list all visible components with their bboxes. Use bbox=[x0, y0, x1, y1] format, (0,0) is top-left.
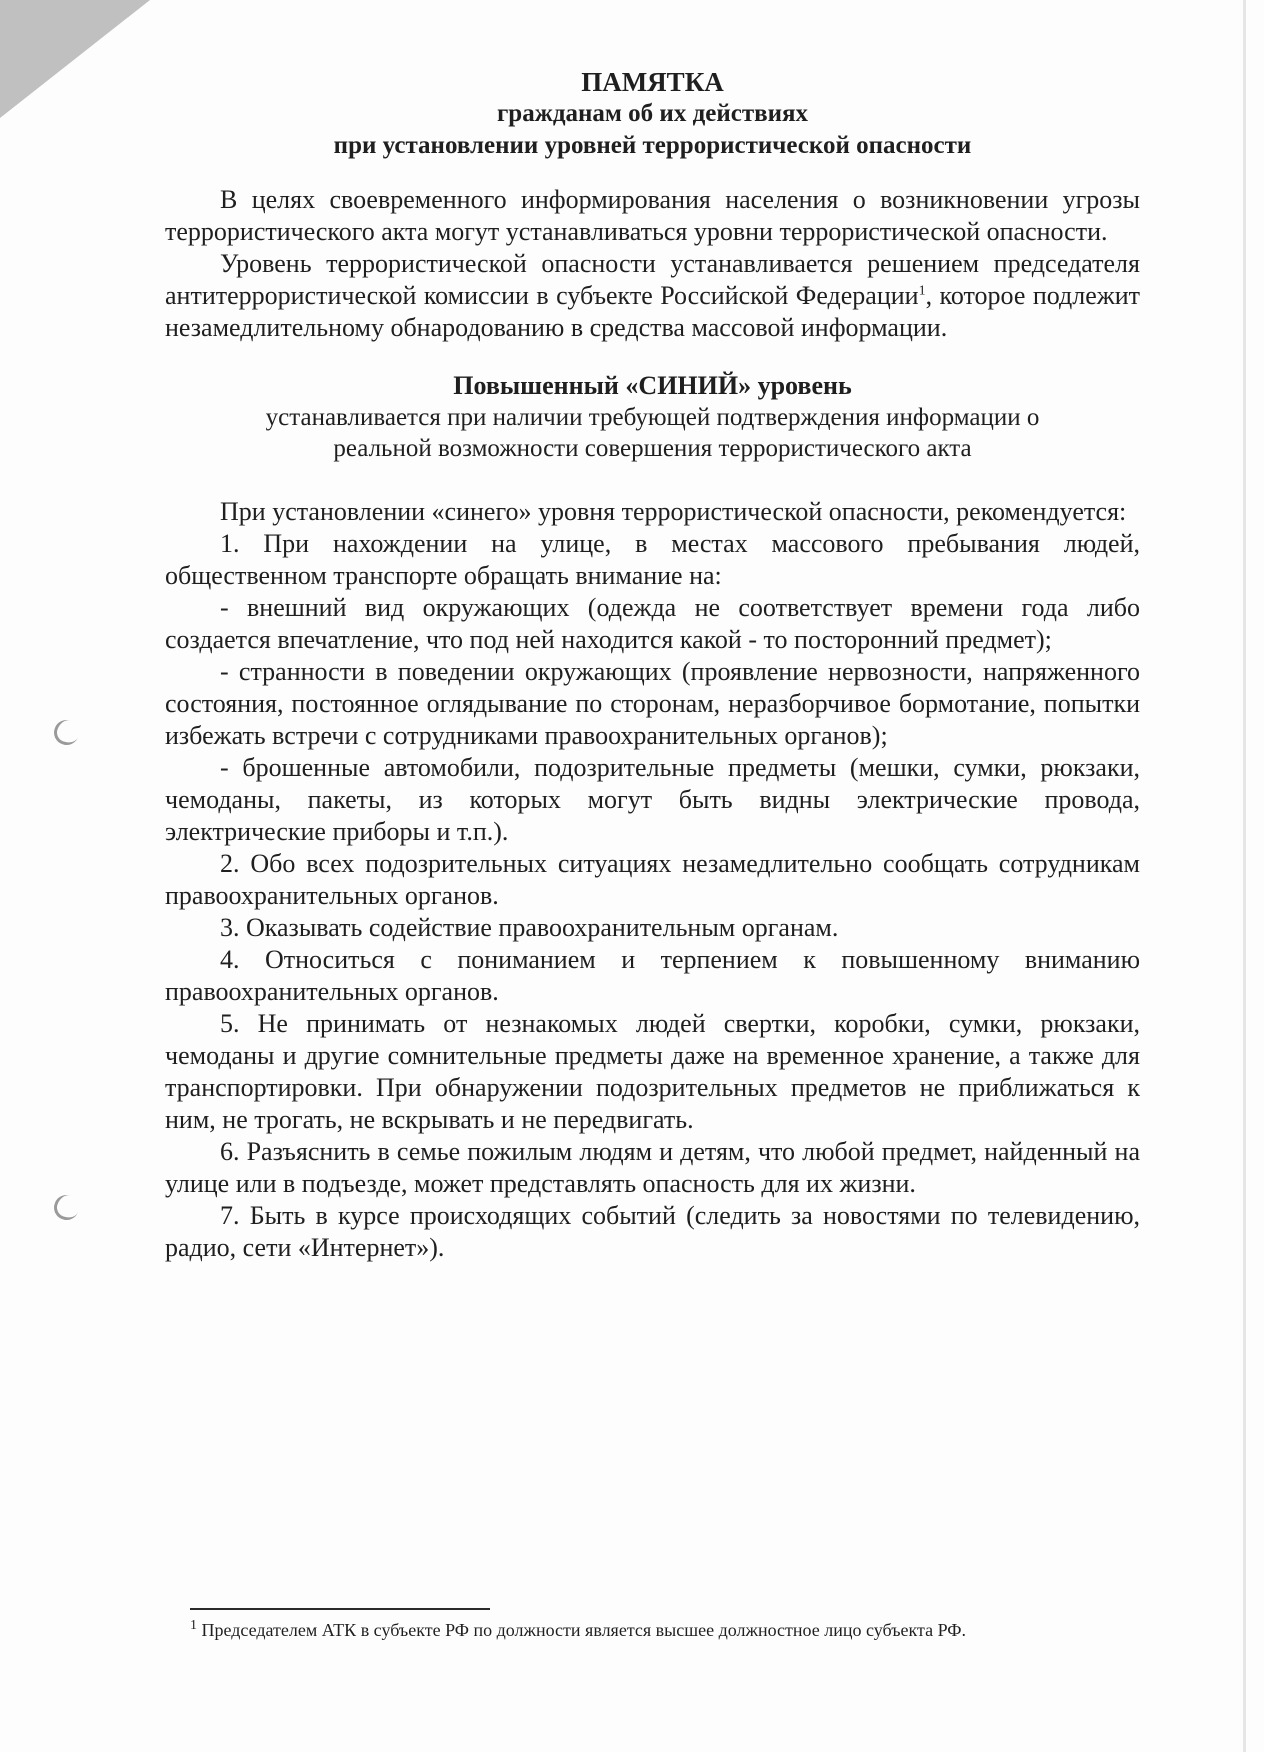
level-description: устанавливается при наличии требующей подтверждения информации о реальной возможности совершения террористического акта bbox=[265, 404, 1040, 462]
page-subtitle-line-1: гражданам об их действиях bbox=[496, 100, 809, 127]
list-item: 1. При нахождении на улице, в местах массового пребывания людей, общественном транспорте обращать внимание на: bbox=[165, 529, 1140, 590]
level-heading: Повышенный «СИНИЙ» уровень bbox=[453, 371, 852, 400]
list-item: 5. Не принимать от незнакомых людей свертки, коробки, сумки, рюкзаки, чемоданы и другие сомнительные предметы даже на временное хранение, а также для транспортировки. При обнаружении подозрительных предметов не приближаться к ним, не трогать, не вскрывать и не передвигать. bbox=[165, 1009, 1140, 1134]
document-body bbox=[165, 66, 1140, 1264]
footnote-number: 1 bbox=[190, 1618, 197, 1633]
list-item: 4. Относиться с пониманием и терпением к повышенному вниманию правоохранительных органов. bbox=[165, 945, 1140, 1006]
recommendation-lead: При установлении «синего» уровня террористической опасности, рекомендуется: bbox=[220, 497, 1127, 526]
page-subtitle-line-2: при установлении уровней террористической опасности bbox=[333, 132, 972, 159]
footnote-separator bbox=[190, 1608, 490, 1610]
footnote-text: Председателем АТК в субъекте РФ по должности является высшее должностное лицо субъекта РФ. bbox=[197, 1620, 966, 1640]
page-title: ПАМЯТКА bbox=[581, 67, 724, 97]
intro-paragraph-2-text: Уровень террористической опасности устанавливается решением председателя антитеррористической комиссии в субъекте Российской Федерации bbox=[165, 249, 1140, 310]
intro-paragraph-2 bbox=[165, 248, 1140, 344]
footnote bbox=[190, 1618, 1090, 1642]
list-item: 6. Разъяснить в семье пожилым людям и детям, что любой предмет, найденный на улице или в подъезде, может представлять опасность для их жизни. bbox=[165, 1137, 1140, 1198]
list-item: 2. Обо всех подозрительных ситуациях незамедлительно сообщать сотрудникам правоохранительных органов. bbox=[165, 849, 1140, 910]
list-item: 7. Быть в курсе происходящих событий (следить за новостями по телевидению, радио, сети «Интернет»). bbox=[165, 1201, 1140, 1262]
list-item: - внешний вид окружающих (одежда не соответствует времени года либо создается впечатление, что под ней находится какой - то посторонний предмет); bbox=[165, 593, 1140, 654]
page-edge-shadow bbox=[1243, 0, 1246, 1752]
punch-hole-mark bbox=[50, 716, 82, 748]
intro-paragraph-2-tail: , которое подлежит незамедлительному обнародованию в средства массовой информации. bbox=[165, 281, 1141, 342]
folded-corner bbox=[0, 0, 150, 118]
footnote-reference: 1 bbox=[918, 283, 926, 299]
list-item: 3. Оказывать содействие правоохранительным органам. bbox=[220, 913, 839, 942]
punch-hole-mark bbox=[50, 1191, 82, 1223]
list-item: - брошенные автомобили, подозрительные предметы (мешки, сумки, рюкзаки, чемоданы, пакеты, из которых могут быть видны электрические провода, электрические приборы и т.п.). bbox=[165, 753, 1140, 846]
list-item: - странности в поведении окружающих (проявление нервозности, напряженного состояния, постоянное оглядывание по сторонам, неразборчивое бормотание, попытки избежать встречи с сотрудниками правоохранительных органов); bbox=[165, 657, 1140, 750]
intro-paragraph-1: В целях своевременного информирования населения о возникновении угрозы террористического акта могут устанавливаться уровни террористической опасности. bbox=[165, 185, 1140, 246]
title-block bbox=[165, 66, 1140, 162]
